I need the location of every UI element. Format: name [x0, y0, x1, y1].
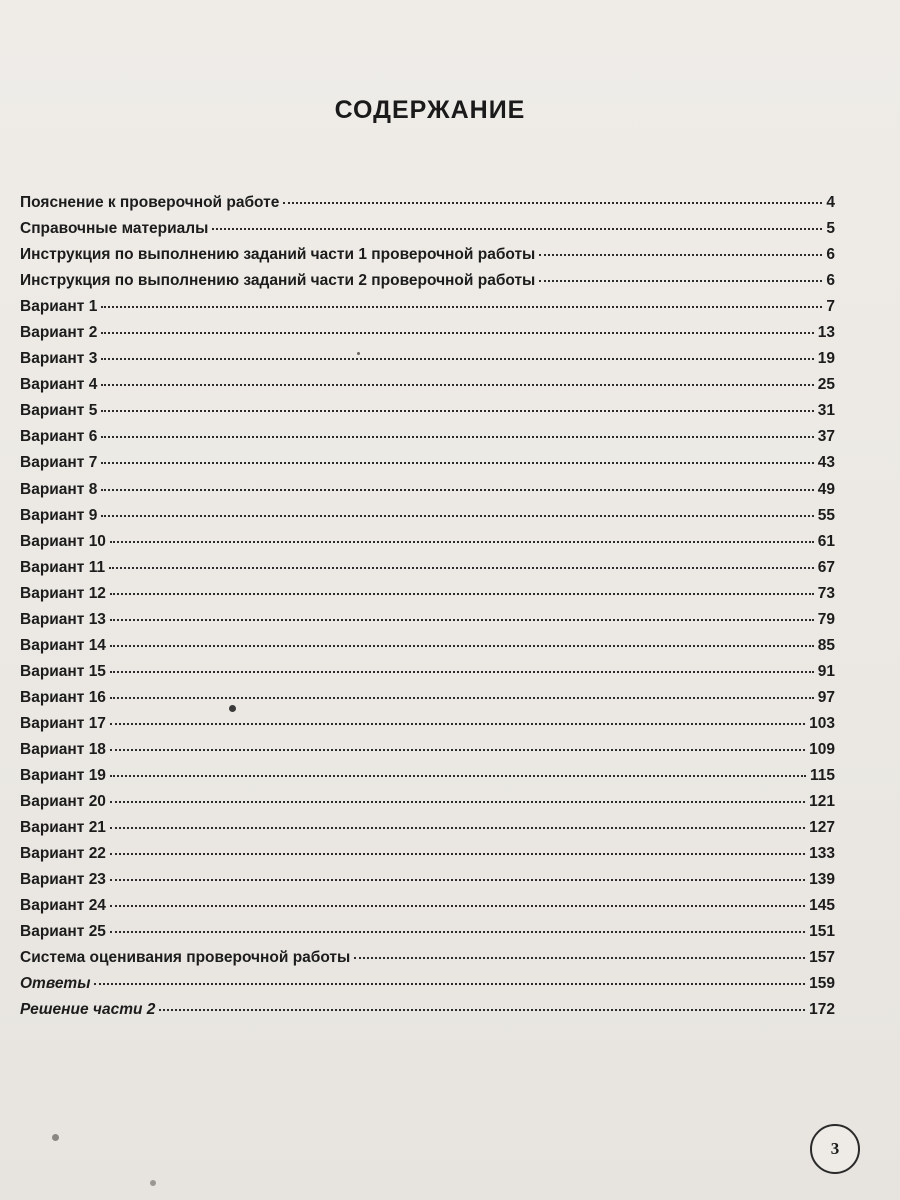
toc-entry[interactable] — [20, 529, 835, 555]
toc-entry-label: Пояснение к проверочной работе — [20, 194, 280, 211]
dot-leader — [101, 384, 813, 386]
toc-entry-page: 127 — [809, 819, 835, 837]
toc-entry-label: Вариант 1 — [20, 298, 98, 316]
dot-leader — [110, 619, 814, 621]
toc-entry[interactable] — [20, 424, 835, 450]
toc-entry-page: 145 — [809, 897, 835, 915]
toc-entry-label: Инструкция по выполнению заданий части 1 проверочной работы — [20, 246, 536, 264]
toc-entry-label: Вариант 21 — [20, 819, 106, 837]
toc-entry[interactable] — [20, 815, 835, 841]
toc-entry[interactable] — [20, 190, 835, 216]
toc-entry-label: Вариант 15 — [20, 662, 106, 680]
toc-entry-label: Вариант 10 — [20, 532, 106, 550]
toc-entry[interactable] — [20, 737, 835, 763]
toc-entry[interactable] — [20, 607, 835, 633]
toc-entry-label: Вариант 8 — [20, 480, 98, 498]
toc-entry-page: 6 — [826, 272, 835, 290]
toc-entry-label: Вариант 18 — [20, 740, 106, 758]
toc-entry-label: Вариант 12 — [20, 584, 106, 602]
dot-leader — [110, 723, 805, 725]
page-number-badge — [810, 1124, 860, 1174]
toc-entry-page: 43 — [817, 454, 835, 472]
dot-leader — [101, 358, 813, 360]
toc-entry-page: 159 — [809, 975, 835, 993]
toc-entry[interactable] — [20, 503, 835, 529]
toc-entry-page: 133 — [809, 845, 835, 863]
ink-speck — [150, 1180, 156, 1186]
toc-entry[interactable] — [20, 997, 835, 1023]
dot-leader — [110, 931, 805, 933]
toc-entry[interactable] — [20, 555, 835, 581]
toc-entry-page: 91 — [817, 662, 835, 680]
toc-entry[interactable] — [20, 971, 835, 997]
ink-speck — [52, 1134, 59, 1141]
dot-leader — [101, 306, 822, 308]
dot-leader — [110, 853, 805, 855]
toc-entry-page: 109 — [809, 740, 835, 758]
toc-entry-page: 7 — [826, 298, 835, 316]
toc-entry-page: 157 — [809, 949, 835, 967]
page-number: 3 — [830, 1139, 840, 1158]
toc-entry-page: 61 — [817, 532, 835, 550]
toc-entry-page: 31 — [817, 402, 835, 420]
table-of-contents — [20, 190, 835, 1024]
toc-entry-page: 25 — [817, 376, 835, 394]
dot-leader — [110, 879, 805, 881]
toc-entry-page: 55 — [817, 506, 835, 524]
ink-speck — [229, 705, 236, 712]
toc-entry-label: Вариант 11 — [20, 558, 106, 576]
toc-entry-label: Вариант 14 — [20, 636, 106, 654]
ink-speck — [357, 352, 360, 355]
toc-entry[interactable] — [20, 919, 835, 945]
toc-entry[interactable] — [20, 711, 835, 737]
dot-leader — [101, 410, 813, 412]
dot-leader — [110, 749, 805, 751]
toc-entry-label: Вариант 13 — [20, 610, 106, 628]
dot-leader — [539, 280, 822, 282]
toc-entry[interactable] — [20, 789, 835, 815]
toc-entry[interactable] — [20, 581, 835, 607]
toc-entry-label: Вариант 7 — [20, 454, 98, 472]
page-title: СОДЕРЖАНИЕ — [334, 96, 526, 124]
dot-leader — [110, 801, 805, 803]
toc-entry-label: Вариант 19 — [20, 767, 106, 785]
dot-leader — [101, 332, 813, 334]
toc-entry-page: 49 — [817, 480, 835, 498]
toc-entry-page: 139 — [809, 871, 835, 889]
toc-entry-label: Справочные материалы — [20, 220, 209, 238]
toc-entry[interactable] — [20, 450, 835, 476]
dot-leader — [110, 775, 806, 777]
toc-entry-label: Решение части 2 — [20, 1001, 156, 1019]
toc-entry-page: 19 — [817, 350, 835, 368]
toc-entry[interactable] — [20, 477, 835, 503]
toc-entry-page: 85 — [817, 636, 835, 654]
toc-entry[interactable] — [20, 216, 835, 242]
dot-leader — [110, 697, 814, 699]
toc-entry-label: Ответы — [20, 975, 91, 993]
dot-leader — [110, 541, 814, 543]
toc-entry-page: 103 — [809, 714, 835, 732]
toc-entry-label: Вариант 4 — [20, 376, 98, 394]
toc-entry-page: 67 — [817, 558, 835, 576]
toc-entry-page: 115 — [809, 767, 835, 785]
toc-entry[interactable] — [20, 346, 835, 372]
dot-leader — [101, 462, 813, 464]
toc-entry[interactable] — [20, 242, 835, 268]
toc-entry[interactable] — [20, 659, 835, 685]
dot-leader — [354, 957, 805, 959]
toc-entry-label: Вариант 20 — [20, 793, 106, 811]
dot-leader — [109, 567, 814, 569]
toc-entry-page: 4 — [826, 194, 835, 211]
toc-entry-label: Вариант 3 — [20, 350, 98, 368]
toc-entry-label: Вариант 2 — [20, 324, 98, 342]
toc-entry-label: Вариант 17 — [20, 714, 106, 732]
toc-entry-page: 79 — [817, 610, 835, 628]
toc-entry[interactable] — [20, 294, 835, 320]
toc-entry[interactable] — [20, 763, 835, 789]
toc-entry[interactable] — [20, 268, 835, 294]
toc-entry-label: Вариант 22 — [20, 845, 106, 863]
toc-entry[interactable] — [20, 398, 835, 424]
toc-entry-page: 37 — [817, 428, 835, 446]
dot-leader — [101, 489, 813, 491]
toc-entry-page: 121 — [809, 793, 835, 811]
toc-entry-label: Вариант 16 — [20, 688, 106, 706]
toc-entry-label: Инструкция по выполнению заданий части 2 проверочной работы — [20, 272, 536, 290]
dot-leader — [283, 202, 822, 204]
toc-entry-page: 172 — [809, 1001, 835, 1019]
dot-leader — [110, 905, 805, 907]
dot-leader — [110, 645, 814, 647]
dot-leader — [159, 1009, 805, 1011]
toc-entry-page: 97 — [817, 688, 835, 706]
dot-leader — [110, 593, 814, 595]
toc-entry[interactable] — [20, 633, 835, 659]
dot-leader — [101, 515, 813, 517]
toc-entry-page: 6 — [826, 246, 835, 264]
toc-entry[interactable] — [20, 685, 835, 711]
toc-entry-page: 13 — [817, 324, 835, 342]
dot-leader — [101, 436, 813, 438]
toc-entry-label: Вариант 25 — [20, 923, 106, 941]
toc-entry-page: 5 — [826, 220, 835, 238]
dot-leader — [212, 228, 822, 230]
toc-entry-label: Вариант 9 — [20, 506, 98, 524]
toc-entry[interactable] — [20, 867, 835, 893]
dot-leader — [539, 254, 822, 256]
toc-entry-page: 151 — [809, 923, 835, 941]
toc-entry-label: Система оценивания проверочной работы — [20, 949, 351, 967]
toc-entry[interactable] — [20, 893, 835, 919]
toc-entry-page: 73 — [817, 584, 835, 602]
toc-entry-label: Вариант 6 — [20, 428, 98, 446]
toc-entry[interactable] — [20, 372, 835, 398]
dot-leader — [94, 983, 805, 985]
dot-leader — [110, 671, 814, 673]
toc-entry-label: Вариант 24 — [20, 897, 106, 915]
toc-entry-label: Вариант 5 — [20, 402, 98, 420]
dot-leader — [110, 827, 805, 829]
toc-entry[interactable] — [20, 320, 835, 346]
toc-entry[interactable] — [20, 945, 835, 971]
toc-entry[interactable] — [20, 841, 835, 867]
toc-entry-label: Вариант 23 — [20, 871, 106, 889]
